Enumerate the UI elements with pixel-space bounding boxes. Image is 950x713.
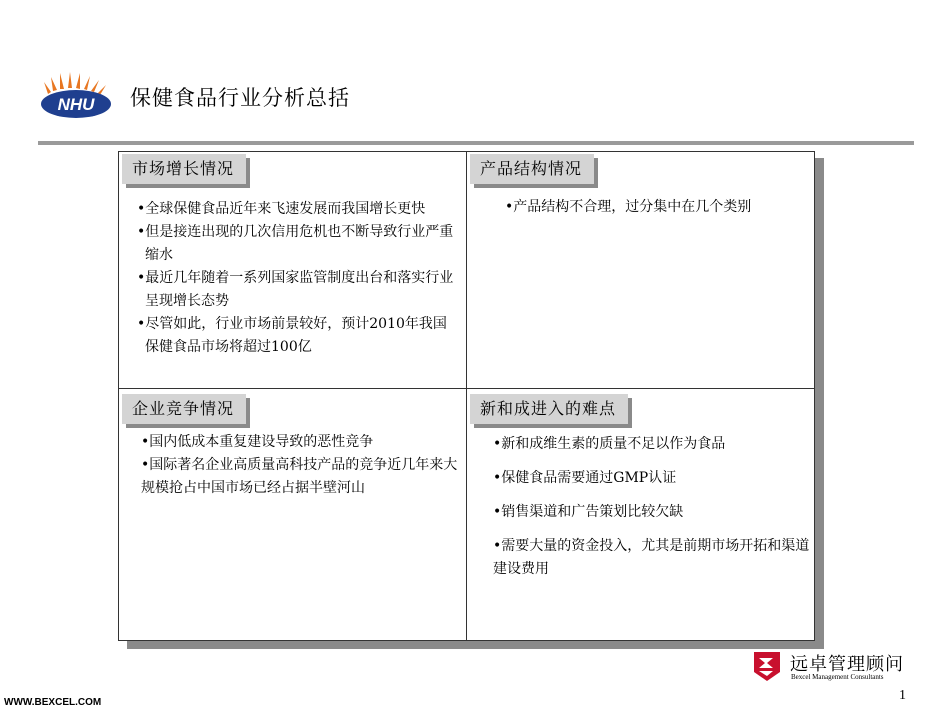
list-item: •需要大量的资金投入，尤其是前期市场开拓和渠道建设费用 bbox=[493, 538, 810, 577]
quadrant-heading: 新和成进入的难点 bbox=[470, 394, 628, 424]
bullet-list bbox=[493, 196, 793, 219]
quadrant-product-structure bbox=[467, 152, 815, 388]
quadrant-heading: 企业竞争情况 bbox=[122, 394, 246, 424]
bullet-list bbox=[129, 431, 459, 500]
list-item: •国内低成本重复建设导致的恶性竞争 bbox=[141, 434, 374, 450]
bullet-list bbox=[129, 198, 454, 359]
bexcel-logo-icon bbox=[752, 650, 782, 682]
quadrant-heading: 产品结构情况 bbox=[470, 154, 594, 184]
nhu-logo bbox=[40, 70, 112, 120]
list-item: •全球保健食品近年来飞速发展而我国增长更快 bbox=[137, 201, 426, 217]
page-number: 1 bbox=[899, 688, 906, 703]
brand-name-en: Bexcel Management Consultants bbox=[791, 673, 884, 681]
bullet-list bbox=[481, 433, 811, 592]
list-item: •最近几年随着一系列国家监管制度出台和落实行业呈现增长态势 bbox=[137, 270, 454, 309]
list-item: •销售渠道和广告策划比较欠缺 bbox=[493, 504, 684, 520]
logo-text: NHU bbox=[57, 95, 95, 114]
bexcel-brand bbox=[752, 648, 912, 688]
quadrant-market-growth bbox=[119, 152, 466, 388]
list-item: •产品结构不合理，过分集中在几个类别 bbox=[505, 199, 752, 215]
footer-url[interactable]: WWW.BEXCEL.COM bbox=[4, 697, 102, 708]
analysis-matrix bbox=[118, 151, 815, 641]
list-item: •但是接连出现的几次信用危机也不断导致行业严重缩水 bbox=[137, 224, 454, 263]
page-title: 保健食品行业分析总括 bbox=[130, 86, 350, 110]
brand-name-cn: 远卓管理顾问 bbox=[790, 654, 904, 675]
title-divider bbox=[38, 141, 914, 145]
quadrant-heading: 市场增长情况 bbox=[122, 154, 246, 184]
list-item: •保健食品需要通过GMP认证 bbox=[493, 470, 677, 486]
quadrant-entry-difficulties bbox=[467, 389, 815, 641]
list-item: •国际著名企业高质量高科技产品的竞争近几年来大规模抢占中国市场已经占据半壁河山 bbox=[141, 457, 458, 496]
quadrant-competition bbox=[119, 389, 466, 641]
list-item: •新和成维生素的质量不足以作为食品 bbox=[493, 436, 726, 452]
list-item: •尽管如此，行业市场前景较好，预计2010年我国保健食品市场将超过100亿 bbox=[137, 316, 447, 355]
